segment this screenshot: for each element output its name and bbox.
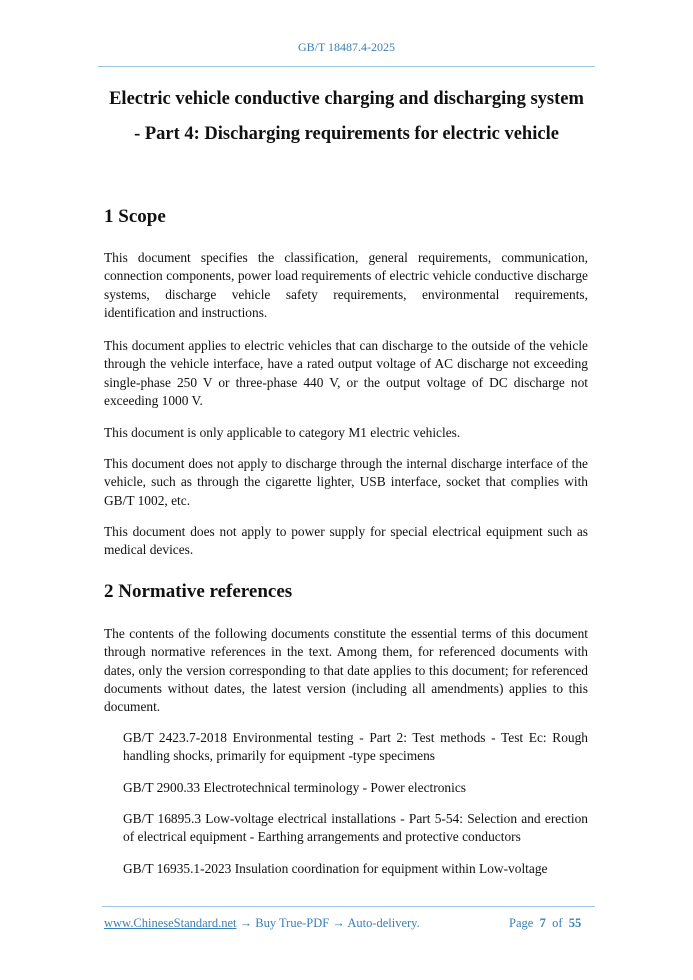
footer-promo (104, 916, 420, 931)
document-title-line2: - Part 4: Discharging requirements for electric vehicle (134, 124, 559, 144)
page-current: 7 (539, 916, 546, 930)
scope-paragraph-1: This document specifies the classification, general requirements, communication, connection components, power load requirements of electric vehicle conductive discharge systems, discharge vehicle safety requirements, environmental requirements, identification and instructions. (104, 250, 588, 320)
references-intro-paragraph: The contents of the following documents constitute the essential terms of this document through normative references in the text. Among them, for referenced documents with dates, only the version corresponding to that date applies to this document; for referenced documents without dates, the latest version (including all amendments) applies to this document. (104, 626, 588, 715)
header-divider (98, 66, 595, 67)
arrow-right-icon: → (239, 916, 253, 930)
site-link[interactable]: www.ChineseStandard.net (104, 916, 237, 930)
reference-item: GB/T 2900.33 Electrotechnical terminology - Power electronics (123, 780, 466, 795)
delivery-text: Auto-delivery. (347, 916, 420, 930)
footer-divider (102, 906, 595, 907)
reference-item: GB/T 16895.3 Low-voltage electrical installations - Part 5-54: Selection and erection of electrical equipment - Earthing arrangements and protective conductors (123, 811, 588, 845)
page-total: 55 (568, 916, 582, 930)
scope-paragraph-2: This document applies to electric vehicles that can discharge to the outside of the vehicle through the vehicle interface, have a rated output voltage of AC discharge not exceeding single-phase 250 V or three-phase 440 V, or the output voltage of DC discharge not exceeding 1000 V. (104, 338, 588, 408)
scope-paragraph-3: This document is only applicable to category M1 electric vehicles. (104, 425, 461, 440)
page-label: Page (509, 916, 534, 930)
document-title-line1: Electric vehicle conductive charging and discharging system (109, 89, 584, 109)
scope-paragraph-5: This document does not apply to power supply for special electrical equipment such as medical devices. (104, 524, 588, 558)
page-number (509, 916, 581, 931)
reference-item: GB/T 16935.1-2023 Insulation coordination for equipment within Low-voltage (123, 861, 548, 876)
reference-item: GB/T 2423.7-2018 Environmental testing - Part 2: Test methods - Test Ec: Rough handling shocks, primarily for equipment -type specimens (123, 730, 588, 764)
scope-paragraph-4: This document does not apply to discharge through the internal discharge interface of the vehicle, such as through the cigarette lighter, USB interface, socket that complies with GB/T 1002, etc. (104, 456, 588, 508)
arrow-right-icon: → (332, 916, 345, 930)
page-of: of (552, 916, 563, 930)
buy-text: Buy True-PDF (255, 916, 330, 930)
section-heading-normative-references: 2 Normative references (104, 581, 293, 602)
standard-id: GB/T 18487.4-2025 (297, 40, 396, 54)
section-heading-scope: 1 Scope (104, 206, 166, 227)
